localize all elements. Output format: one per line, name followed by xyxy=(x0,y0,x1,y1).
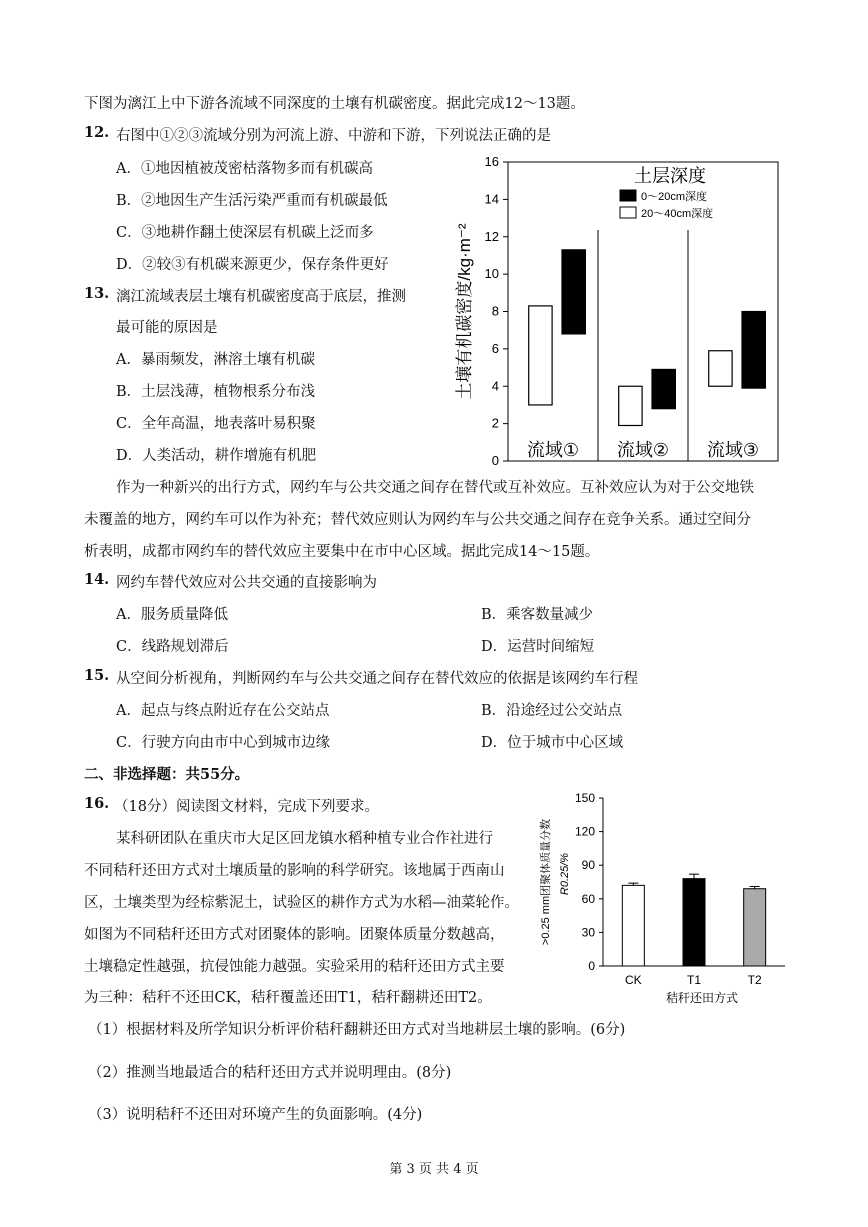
option-letter: D． xyxy=(116,257,143,273)
option-text: 位于城市中心区域 xyxy=(507,735,624,751)
q13-option-b xyxy=(116,380,315,401)
q12-option-b xyxy=(116,189,388,210)
y-tick-label: 30 xyxy=(581,925,595,940)
q14-option-a xyxy=(116,603,228,624)
option-letter: D． xyxy=(481,735,508,751)
q14-option-c xyxy=(116,635,229,656)
option-text: ③地耕作翻土使深层有机碳上泛而多 xyxy=(141,225,374,241)
aggregate-chart xyxy=(535,786,795,1011)
q16-text-line: 为三种：秸秆不还田CK，秸秆覆盖还田T1，秸秆翻耕还田T2。 xyxy=(84,990,492,1006)
q13-option-c xyxy=(116,412,316,433)
category-label: T2 xyxy=(747,973,762,987)
q16-sub-1: （1）根据材料及所学知识分析评价秸秆翻耕还田方式对当地耕层土壤的影响。(6分) xyxy=(88,1022,626,1038)
intro-14-15-line3: 析表明，成都市网约车的替代效应主要集中在市中心区域。据此完成14～15题。 xyxy=(84,544,600,560)
bar-subsoil xyxy=(709,351,732,387)
section-heading: 二、非选择题：共55分。 xyxy=(84,766,250,783)
option-text: 行驶方向由市中心到城市边缘 xyxy=(141,735,331,751)
option-text: 起点与终点附近存在公交站点 xyxy=(140,703,330,719)
q16-text-line: 如图为不同秸秆还田方式对团聚体的影响。团聚体质量分数越高， xyxy=(84,927,505,943)
intro-12-13: 下图为漓江上中下游各流域不同深度的土壤有机碳密度。据此完成12～13题。 xyxy=(84,96,585,112)
q15-option-d xyxy=(481,731,623,752)
intro-14-15-line2: 未覆盖的地方，网约车可以作为补充；替代效应则认为网约车与公共交通之间存在竞争关系。通过空间分 xyxy=(84,512,751,528)
q12-stem: 右图中①②③流域分别为河流上游、中游和下游，下列说法正确的是 xyxy=(116,128,551,144)
q12-option-a xyxy=(116,157,373,178)
intro-14-15-line1: 作为一种新兴的出行方式，网约车与公共交通之间存在替代或互补效应。互补效应认为对于公交地铁 xyxy=(116,480,754,496)
option-text: ②较③有机碳来源更少，保存条件更好 xyxy=(142,257,389,273)
legend-label-subsoil: 20～40cm深度 xyxy=(641,208,714,220)
option-letter: B． xyxy=(481,703,507,719)
legend-title: 土层深度 xyxy=(634,166,706,186)
option-letter: D． xyxy=(116,448,143,464)
y-axis-label: >0.25 mm团聚体质量分数 xyxy=(540,818,552,946)
y-tick-label: 120 xyxy=(574,824,595,839)
q16-text-line: 区，土壤类型为经棕紫泥土，试验区的耕作方式为水稻—油菜轮作。 xyxy=(84,895,519,911)
option-text: 线路规划滞后 xyxy=(141,639,229,655)
q14-number: 14. xyxy=(84,571,110,588)
y-tick-label: 60 xyxy=(581,891,595,906)
option-text: 土层浅薄，植物根系分布浅 xyxy=(141,384,316,400)
option-letter: C． xyxy=(116,735,142,751)
q15-option-c xyxy=(116,731,330,752)
q13-stem-line1: 漓江流域表层土壤有机碳密度高于底层，推测 xyxy=(116,289,406,305)
y-tick-label: 90 xyxy=(581,858,595,873)
y-tick-label: 8 xyxy=(491,303,499,319)
bar-t1 xyxy=(683,879,705,966)
bar-topsoil xyxy=(652,369,675,408)
category-label: 流域② xyxy=(616,440,670,460)
option-text: 全年高温，地表落叶易积聚 xyxy=(141,416,316,432)
bar-t2 xyxy=(744,889,766,966)
q15-option-b xyxy=(481,699,622,720)
y-tick-label: 150 xyxy=(574,791,595,805)
option-letter: C． xyxy=(116,416,142,432)
x-axis-label: 秸秆还田方式 xyxy=(665,991,739,1005)
q12-option-c xyxy=(116,221,374,242)
q14-option-b xyxy=(481,603,593,624)
y-tick-label: 4 xyxy=(491,378,499,394)
option-text: ②地因生产生活污染严重而有机碳最低 xyxy=(141,193,388,209)
q16-header: （18分）阅读图文材料，完成下列要求。 xyxy=(114,799,379,815)
y-axis-label-2: R0.25/% xyxy=(559,852,571,896)
q16-text-line: 某科研团队在重庆市大足区回龙镇水稻种植专业合作社进行 xyxy=(116,831,493,847)
y-tick-label: 0 xyxy=(588,959,595,973)
q16-text-line: 土壤稳定性越强，抗侵蚀能力越强。实验采用的秸秆还田方式主要 xyxy=(84,959,505,975)
q14-stem: 网约车替代效应对公共交通的直接影响为 xyxy=(116,575,377,591)
q13-stem-line2: 最可能的原因是 xyxy=(116,320,218,336)
q13-option-a xyxy=(116,348,315,369)
option-text: 运营时间缩短 xyxy=(507,639,595,655)
category-label: 流域① xyxy=(526,440,580,460)
option-text: 人类活动，耕作增施有机肥 xyxy=(142,448,317,464)
bar-subsoil xyxy=(529,306,552,405)
option-text: 服务质量降低 xyxy=(140,607,228,623)
option-text: ①地因植被茂密枯落物多而有机碳高 xyxy=(140,161,373,177)
q15-stem: 从空间分析视角，判断网约车与公共交通之间存在替代效应的依据是该网约车行程 xyxy=(116,671,638,687)
bar-subsoil xyxy=(619,386,642,425)
bar-topsoil xyxy=(742,312,765,389)
option-text: 乘客数量减少 xyxy=(506,607,594,623)
y-tick-label: 2 xyxy=(491,415,499,431)
category-label: 流域③ xyxy=(706,440,760,460)
category-label: T1 xyxy=(686,973,702,987)
q16-sub-3: （3）说明秸秆不还田对环境产生的负面影响。(4分) xyxy=(88,1107,423,1123)
option-letter: A． xyxy=(116,161,141,177)
soil-carbon-chart xyxy=(450,152,790,477)
option-letter: A． xyxy=(116,703,141,719)
option-letter: A． xyxy=(116,352,141,368)
y-tick-label: 12 xyxy=(484,228,499,244)
bar-ck xyxy=(622,885,644,966)
q14-option-d xyxy=(481,635,594,656)
q15-number: 15. xyxy=(84,667,110,684)
option-letter: B． xyxy=(116,193,142,209)
category-label: CK xyxy=(624,973,642,987)
option-letter: C． xyxy=(116,225,142,241)
q12-option-d xyxy=(116,253,389,274)
bar-topsoil xyxy=(562,250,585,334)
q16-number: 16. xyxy=(84,795,110,812)
y-axis-label: 土壤有机碳密度/kg·m⁻² xyxy=(455,223,474,400)
option-letter: C． xyxy=(116,639,142,655)
y-tick-label: 16 xyxy=(484,154,499,169)
legend-label-topsoil: 0～20cm深度 xyxy=(641,191,708,203)
legend-swatch-subsoil xyxy=(620,207,636,218)
q13-option-d xyxy=(116,444,316,465)
y-tick-label: 6 xyxy=(491,340,499,356)
option-text: 沿途经过公交站点 xyxy=(506,703,623,719)
option-letter: D． xyxy=(481,639,508,655)
q12-number: 12. xyxy=(84,124,110,141)
y-tick-label: 0 xyxy=(491,453,499,468)
q16-text-line: 不同秸秆还田方式对土壤质量的影响的科学研究。该地属于西南山 xyxy=(84,863,505,879)
y-tick-label: 14 xyxy=(484,191,499,207)
option-text: 暴雨频发，淋溶土壤有机碳 xyxy=(140,352,315,368)
option-letter: B． xyxy=(116,384,142,400)
page-footer: 第 3 页 共 4 页 xyxy=(389,1162,479,1177)
q16-sub-2: （2）推测当地最适合的秸秆还田方式并说明理由。(8分) xyxy=(88,1065,452,1081)
y-tick-label: 10 xyxy=(484,266,499,282)
q13-number: 13. xyxy=(84,285,110,302)
option-letter: B． xyxy=(481,607,507,623)
legend-swatch-topsoil xyxy=(620,190,636,201)
q15-option-a xyxy=(116,699,329,720)
option-letter: A． xyxy=(116,607,141,623)
